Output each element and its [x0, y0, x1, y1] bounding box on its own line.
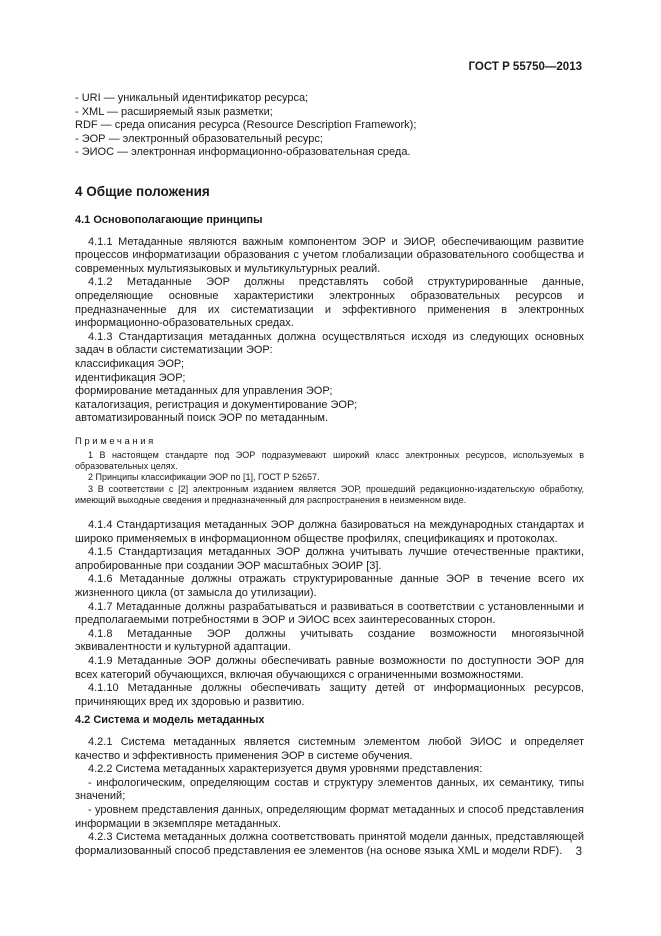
paragraph-4-1-7: 4.1.7 Метаданные должны разрабатываться и развиваться в соответствии с установленными и предполагаемыми потребностями в ЭОР и ЭИОС всех заинтересованных сторон. [75, 600, 584, 627]
abbreviation-list [75, 92, 584, 160]
abbreviation-item: - ЭОР — электронный образовательный ресурс; [75, 132, 323, 145]
task-item: формирование метаданных для управления ЭОР; [75, 385, 333, 398]
abbreviation-item: - ЭИОС — электронная информационно-образовательная среда. [75, 146, 411, 159]
abbreviation-item: RDF — среда описания ресурса (Resource Description Framework); [75, 119, 417, 132]
task-item: автоматизированный поиск ЭОР по метаданным. [75, 412, 329, 425]
abbreviation-item: - URI — уникальный идентификатор ресурса; [75, 92, 309, 104]
paragraph-4-1-5: 4.1.5 Стандартизация метаданных ЭОР должна учитывать лучшие отечественные практики, апробированные при создании ЭОР масштабных ЭОИР [3]. [75, 546, 584, 572]
paragraph-4-2-3: 4.2.3 Система метаданных должна соответствовать принятой модели данных, представляющей формализованный способ представления ее элементов (на основе языка XML и модели RDF). [75, 831, 584, 857]
paragraph-4-2-2: 4.2.2 Система метаданных характеризуется двумя уровнями представления: [88, 763, 483, 776]
paragraph-4-1-8: 4.1.8 Метаданные ЭОР должны учитывать создание возможности многоязычной эквивалентности и культурной адаптации. [75, 627, 584, 654]
paragraph-4-1-10: 4.1.10 Метаданные должны обеспечивать защиту детей от информационных ресурсов, причиняющих вред их здоровью и развитию. [75, 682, 584, 708]
task-item: каталогизация, регистрация и документирование ЭОР; [75, 398, 358, 411]
task-item: классификация ЭОР; [75, 357, 185, 370]
task-item: идентификация ЭОР; [75, 371, 186, 384]
note-3: 3 В соответствии с [2] электронным изданием является ЭОР, прошедший редакционно-издательскую обработку, имеющий выходные сведения и предназначенный для распространения в неизменном виде. [75, 483, 584, 505]
representation-level-item: - инфологическим, определяющим состав и структуру элементов данных, их семантику, типы значений; [75, 776, 584, 803]
page-content [75, 92, 584, 858]
notes-block [75, 436, 584, 506]
paragraph-4-1-3: 4.1.3 Стандартизация метаданных должна осуществляться исходя из следующих основных задач в области систематизации ЭОР: [75, 330, 584, 357]
paragraph-4-2-1: 4.2.1 Система метаданных является системным элементом любой ЭИОС и определяет качество и эффективность применения ЭОР в системе обучения. [75, 736, 584, 762]
paragraph-4-1-9: 4.1.9 Метаданные ЭОР должны обеспечивать равные возможности по доступности ЭОР для всех категорий обучающихся, включая обучающихся с ограниченными возможностями. [75, 655, 584, 681]
note-2: 2 Принципы классификации ЭОР по [1], ГОСТ Р 52657. [88, 472, 320, 483]
page-number: 3 [575, 846, 582, 858]
notes-title: Примечания [75, 435, 156, 447]
abbreviation-item: - XML — расширяемый язык разметки; [75, 105, 273, 118]
document-header-standard-id: ГОСТ Р 55750—2013 [468, 61, 582, 73]
paragraph-4-1-4: 4.1.4 Стандартизация метаданных ЭОР должна базироваться на международных стандартах и широко применяемых в информационном обществе профилях, спецификациях и протоколах. [75, 519, 584, 545]
subsection-4-2-heading: 4.2 Система и модель метаданных [75, 714, 265, 727]
paragraph-4-1-6: 4.1.6 Метаданные должны отражать структурированные данные ЭОР в течение всего их жизненного цикла (от замысла до утилизации). [75, 573, 584, 600]
subsection-4-1-heading: 4.1 Основополагающие принципы [75, 213, 263, 226]
section-4-heading: 4 Общие положения [75, 183, 210, 199]
representation-level-item: - уровнем представления данных, определяющим формат метаданных и способ представления информации в экземпляре метаданных. [75, 803, 584, 830]
paragraph-4-1-1: 4.1.1 Метаданные являются важным компонентом ЭОР и ЭИОР, обеспечивающим развитие процессов информатизации образования с учетом глобализации образовательного сообщества и современных мультиязыковых и мультикультурных реалий. [75, 235, 584, 275]
paragraph-4-1-2: 4.1.2 Метаданные ЭОР должны представлять собой структурированные данные, определяющие основные характеристики электронных образовательных ресурсов и предназначенные для их систематизации и эффективного применения в электронных информационно-образовательных средах. [75, 276, 584, 330]
note-1: 1 В настоящем стандарте под ЭОР подразумевают широкий класс электронных ресурсов, используемых в образовательных целях. [75, 450, 584, 472]
